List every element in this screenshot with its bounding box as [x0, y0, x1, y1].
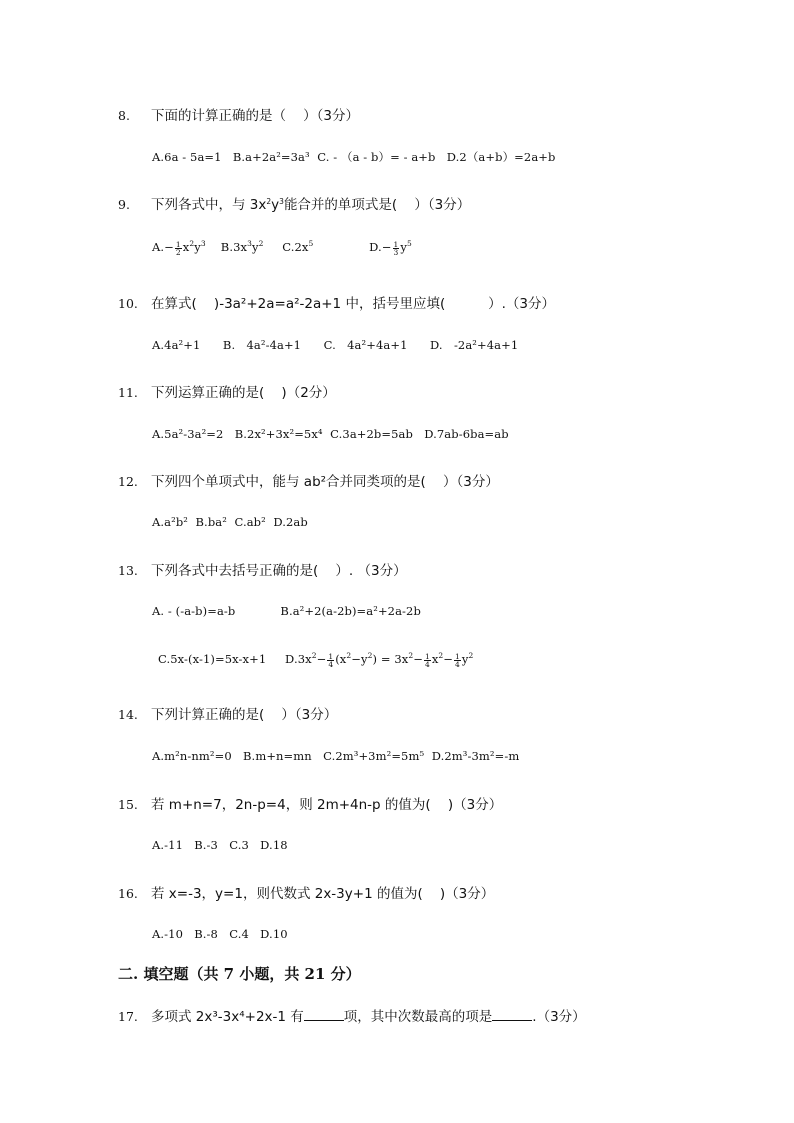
- option-d: D.− $\frac{1}{3}$ $y^5$: [369, 239, 412, 257]
- question-number: 9.: [118, 197, 130, 212]
- question-number: 15.: [118, 797, 138, 812]
- question-12-options: A.a²b² B.ba² C.ab² D.2ab: [152, 515, 308, 529]
- fraction: $\frac{1}{2}$: [175, 239, 181, 257]
- question-number: 13.: [118, 563, 138, 578]
- question-stem: 在算式( )-3a²+2a=a²-2a+1 中，括号里应填( ）.（3分）: [151, 296, 555, 312]
- question-stem: 下面的计算正确的是（ ）（3分）: [151, 108, 360, 124]
- question-11-options: A.5a²-3a²=2 B.2x²+3x²=5x⁴ C.3a+2b=5ab D.7ab-6ba=ab: [152, 427, 509, 441]
- fraction: $\frac{1}{4}$: [424, 651, 430, 669]
- fraction: $\frac{1}{4}$: [328, 651, 334, 669]
- question-number: 10.: [118, 296, 138, 311]
- question-15: [118, 793, 502, 813]
- question-13: [118, 559, 407, 579]
- question-number: 16.: [118, 886, 138, 901]
- question-12: [118, 470, 499, 490]
- question-9: [118, 193, 470, 213]
- question-8-options: A.6a - 5a=1 B.a+2a²=3a³ C. - （a - b）= - a+b D.2（a+b）=2a+b: [152, 150, 556, 164]
- question-15-options: A.-11 B.-3 C.3 D.18: [152, 838, 288, 852]
- question-number: 14.: [118, 707, 138, 722]
- question-stem: 下列各式中，与 $3x^2y^3$能合并的单项式是( ）（3分）: [151, 197, 471, 213]
- question-16-options: A.-10 B.-8 C.4 D.10: [152, 927, 288, 941]
- question-8: [118, 104, 359, 124]
- option-a: A.− $\frac{1}{2}$ $x^2y^3$: [152, 239, 206, 257]
- question-stem: 下列各式中去括号正确的是( ）. （3分）: [151, 563, 407, 579]
- question-13-options-row2: [158, 652, 473, 668]
- question-stem: 下列计算正确的是( ）（3分）: [151, 707, 338, 723]
- question-number: 17.: [118, 1009, 138, 1024]
- question-11: [118, 381, 336, 401]
- question-10-options: A.4a²+1 B. 4a²-4a+1 C. 4a²+4a+1 D. -2a²+4a+1: [152, 338, 519, 352]
- question-number: 8.: [118, 108, 130, 123]
- option-b: $B.3x^3y^2$: [220, 239, 264, 254]
- question-stem: 若 x=-3，y=1，则代数式 2x-3y+1 的值为( )（3分）: [151, 886, 495, 902]
- option-d: $D.3x^2-$ $\frac{1}{4}$ $(x^2-y^2) = 3x^2-$ $\frac{1}{4}$ $x^2-$ $\frac{1}{4}$ $y^2$: [285, 651, 474, 669]
- option-c: C.5x-(x-1)=5x-x+1: [158, 652, 267, 666]
- question-13-options-row1: A. - (-a-b)=a-b B.a²+2(a-2b)=a²+2a-2b: [152, 604, 421, 618]
- question-number: 11.: [118, 385, 138, 400]
- question-14-options: A.m²n-nm²=0 B.m+n=mn C.2m³+3m²=5m⁵ D.2m³-3m²=-m: [152, 749, 520, 763]
- question-stem: 多项式 2x³-3x⁴+2x-1 有 项，其中次数最高的项是 .（3分）: [151, 1009, 586, 1025]
- answer-blank[interactable]: [492, 1009, 532, 1021]
- question-10: [118, 292, 555, 312]
- question-9-options: [152, 240, 412, 256]
- fraction: $\frac{1}{4}$: [455, 651, 460, 669]
- question-17: [118, 1005, 586, 1025]
- question-14: [118, 703, 337, 723]
- option-c: $C.2x^5$: [282, 239, 314, 254]
- question-number: 12.: [118, 474, 138, 489]
- answer-blank[interactable]: [304, 1009, 344, 1021]
- question-stem: 下列四个单项式中，能与 ab²合并同类项的是( ）（3分）: [151, 474, 499, 490]
- section-title: 二. 填空题（共 7 小题，共 21 分）: [118, 965, 361, 983]
- fraction: $\frac{1}{3}$: [393, 239, 399, 257]
- question-16: [118, 882, 494, 902]
- question-stem: 下列运算正确的是( )（2分）: [151, 385, 336, 401]
- question-stem: 若 m+n=7，2n-p=4，则 2m+4n-p 的值为( )（3分）: [151, 797, 503, 813]
